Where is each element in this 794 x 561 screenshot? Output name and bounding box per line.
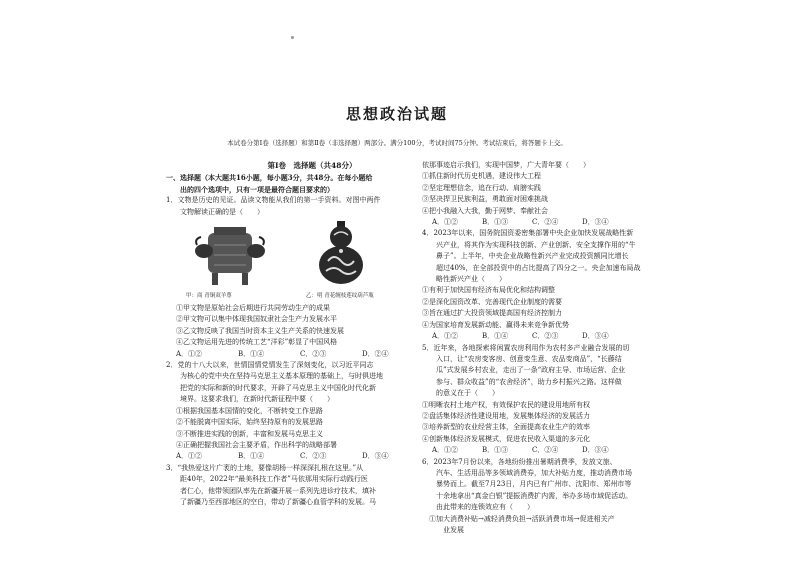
choice-b: B．①③ bbox=[482, 218, 509, 227]
instruction-line: 出的四个选项中，只有一项是最符合题目要求的） bbox=[166, 184, 334, 194]
question-2-stem: 把党的实际和新的时代要求，开辟了马克思主义中国化时代化新 bbox=[166, 383, 376, 392]
choice-a: A．①② bbox=[176, 452, 203, 461]
option-statement: ①抓住新时代历史机遇，建设伟大工程 bbox=[422, 172, 541, 181]
question-3-stem-cont: 依那事迹启示我们，实现中国梦，广大青年要（ ） bbox=[422, 161, 590, 169]
option-statement: ③培养新型的农业经营主体，全面提高农业生产的效率 bbox=[422, 423, 590, 432]
choice-d: D．③④ bbox=[362, 452, 389, 461]
left-column bbox=[166, 160, 458, 508]
choice-a: A．①② bbox=[176, 349, 203, 358]
answer-choices bbox=[166, 451, 458, 462]
question-4-stem: 超过40%，在全部投资中的占比提高了四分之一。央企加速布局战 bbox=[422, 263, 641, 272]
option-statement: ④把小我融入大我，勤于网梦、奉献社会 bbox=[422, 206, 548, 215]
question-5-stem: 入口，让“农房变客房、创意变生意、农品变商品”，“长藤结 bbox=[422, 354, 622, 363]
option-statement: ③坚决捍卫民族利益，勇敢面对困难挑战 bbox=[422, 195, 548, 204]
choice-b: B．①③ bbox=[482, 446, 509, 455]
question-5-stem: 瓜”式发展乡村农业，走出了一条“政府主导、市场运营、企业 bbox=[422, 366, 626, 375]
choice-c: C．②④ bbox=[532, 446, 559, 455]
choice-b: B．①④ bbox=[482, 332, 509, 341]
choice-a: A．①② bbox=[432, 218, 459, 227]
choice-c: C．②④ bbox=[532, 218, 559, 227]
choice-d: D．③④ bbox=[582, 332, 609, 341]
choice-d: D．②④ bbox=[362, 349, 389, 358]
choice-b: B．①④ bbox=[238, 452, 265, 461]
answer-choices bbox=[422, 445, 662, 456]
question-2-stem: 为核心的党中央在坚持马克思主义基本原理的基础上，与时俱进地 bbox=[166, 372, 383, 381]
figure-caption-right: 乙：明 青花缠枝莲纹葫芦瓶 bbox=[306, 293, 374, 300]
choice-c: C．②③ bbox=[532, 332, 559, 341]
answer-choices bbox=[166, 349, 458, 360]
question-5-stem: 5．近年来，各地探索将闲置农房利用作为农村多产业融合发展的切 bbox=[422, 343, 630, 352]
option-statement: ①甲文物是原始社会后期进行共同劳动生产的成果 bbox=[176, 304, 330, 313]
answer-choices bbox=[422, 331, 662, 342]
choice-a: A．①② bbox=[432, 332, 459, 341]
answer-choices bbox=[422, 217, 662, 228]
choice-c: C．②③ bbox=[300, 349, 327, 358]
option-statement: ③旨在通过扩大投资领域提高国有经济控制力 bbox=[422, 309, 562, 318]
scan-speck bbox=[291, 36, 294, 39]
question-6-stem: 由此带来的连锁效应有（ ） bbox=[422, 503, 534, 512]
blue-white-gourd-vase-image bbox=[316, 221, 366, 287]
question-3-stem: 了新疆乃至西部地区的空白，带动了新疆心血管学科的发展。马 bbox=[166, 497, 376, 506]
question-6-stem: 6．2023年7月份以来，各地纷纷推出暑期消费季，发放文旅、 bbox=[422, 457, 617, 466]
bronze-double-ram-zun-image bbox=[194, 225, 266, 287]
question-4-stem: 4．2023年以来，国务院国资委密集部署中央企业加快发展战略性新 bbox=[422, 229, 634, 238]
question-1-stem: 文物解读正确的是（ ） bbox=[166, 207, 264, 216]
option-statement: ④为国家培育发展新动能、赢得未来竞争新优势 bbox=[422, 320, 569, 329]
option-statement: ①加大消费补贴→减轻消费负担→活跃消费市场→促进相关产 bbox=[422, 514, 615, 523]
question-3-stem: 距40年，2022年“最美科技工作者”马依那用实际行动践行医 bbox=[166, 475, 368, 484]
question-5-stem: 的意义在于（ ） bbox=[422, 389, 499, 398]
option-statement: ①明晰农村土地产权，有效保护农民的建设用地所有权 bbox=[422, 400, 590, 409]
question-3-stem: 者仁心，他带领团队率先在新疆开展一系列先进诊疗技术，填补 bbox=[166, 486, 376, 495]
question-2-stem: 2．党的十八大以来，世情国情党情发生了深刻变化，以习近平同志 bbox=[166, 361, 374, 370]
question-1-figures bbox=[166, 221, 458, 301]
choice-c: C．②③ bbox=[300, 452, 327, 461]
page-title: 思想政治试题 bbox=[345, 105, 448, 123]
option-statement: ②盘活集体经济性建设用地，发展集体经济的发展活力 bbox=[422, 411, 590, 420]
exam-instructions: 本试卷分第Ⅰ卷（选择题）和第Ⅱ卷（非选择题）两部分。满分100分，考试时间75分钟。考试结束后，将答题卡上交。 bbox=[227, 139, 567, 147]
option-statement: ②不能脱离中国实际，始终坚持原有的发展思路 bbox=[176, 418, 323, 427]
figure-caption-left: 甲：商 青铜双羊尊 bbox=[186, 293, 232, 300]
question-2-stem: 境界。这要求我们，在新时代新征程中要（ ） bbox=[166, 395, 334, 404]
option-statement: ②甲文物可以集中体现我国奴隶社会生产力发展水平 bbox=[176, 315, 337, 324]
question-6-stem: 暴势而上。截至7月23日，月内已有广州市、沈阳市、郑州市等 bbox=[422, 480, 632, 489]
section-heading: 第Ⅰ卷 选择题（共48分） bbox=[267, 161, 357, 170]
choice-b: B．①④ bbox=[238, 349, 265, 358]
question-6-stem: 汽车、生活用品等多领域消费券，加大补贴力度，推动消费市场 bbox=[422, 468, 632, 477]
option-statement: ③不断推进实践的创新，丰富和发展马克思主义 bbox=[176, 429, 323, 438]
instruction-line: 一、选择题（本大题共16小题，每小题3分，共48分。在每小题给 bbox=[166, 173, 373, 183]
question-6-stem: 十余地拿出“真金白银”提振消费扩内需，举办多场市域促活动。 bbox=[422, 491, 633, 500]
option-statement: ④创新集体经济发展模式，促进农民收入渠道的多元化 bbox=[422, 434, 590, 443]
question-4-stem: 鼻子”。上半年，中央企业战略性新兴产业完成投资额同比增长 bbox=[422, 252, 629, 261]
choice-d: D．③④ bbox=[582, 446, 609, 455]
option-statement: ②坚定理想信念，追在行动、肩膀实践 bbox=[422, 183, 541, 192]
choice-d: D．③④ bbox=[582, 218, 609, 227]
question-4-stem: 兴产业，将其作为实现科技创新、产业创新、安全支撑作用的“牛 bbox=[422, 240, 636, 249]
question-4-stem: 略性新兴产业（ ） bbox=[422, 275, 506, 284]
option-statement: ④乙文物运用先进的传统工艺“洋彩”彰显了中国风格 bbox=[176, 338, 338, 347]
option-statement: ②是深化国资改革、完善现代企业制度的需要 bbox=[422, 297, 562, 306]
option-statement: ④正确把握我国社会主要矛盾，作出科学的战略部署 bbox=[176, 440, 337, 449]
option-statement: ①有利于加快国有经济布局优化和结构调整 bbox=[422, 286, 555, 295]
option-statement: ③乙文物反映了我国当时资本主义生产关系的快速发展 bbox=[176, 326, 344, 335]
right-column bbox=[422, 160, 662, 536]
question-3-stem: 3．“我热爱这片广袤的土地，要像胡杨一样深深扎根在这里。”从 bbox=[166, 463, 364, 472]
choice-a: A．①② bbox=[432, 446, 459, 455]
question-1-stem: 1．文物是历史的见证。品读文物能从我们的第一手资料。对图中两件 bbox=[166, 196, 381, 205]
option-statement: ①根据我国基本国情的变化，不断转变工作思路 bbox=[176, 406, 323, 415]
question-5-stem: 参与、群众收益”的“农舍经济”，助力乡村振兴之路。这样做 bbox=[422, 377, 622, 386]
option-statement: 业发展 bbox=[422, 526, 464, 534]
